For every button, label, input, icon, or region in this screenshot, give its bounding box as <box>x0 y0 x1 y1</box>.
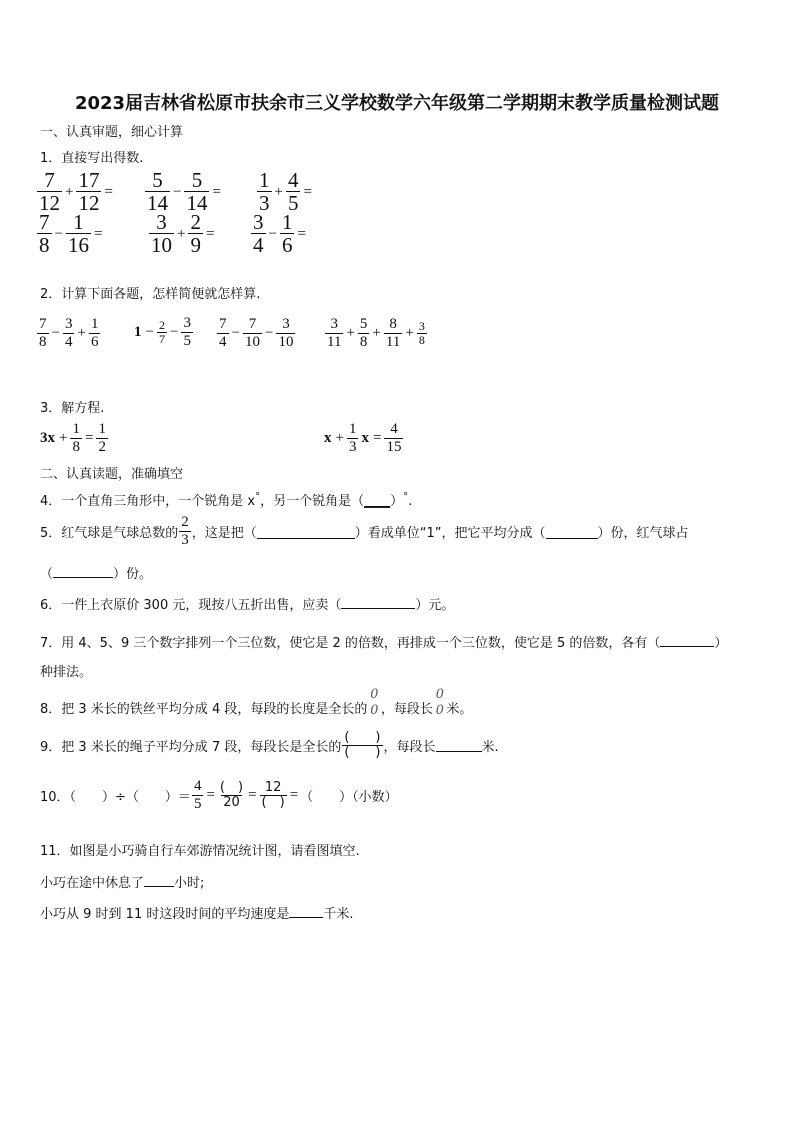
q9-blank[interactable] <box>436 738 482 752</box>
q1-row2-item3: $\frac{3}{4}$ − $\frac{1}{6}$ = <box>253 210 306 258</box>
question-11-label: 11．如图是小巧骑自行车郊游情况统计图，请看图填空. <box>40 844 360 859</box>
question-4: 4．一个直角三角形中，一个锐角是 x°，另一个锐角是（____）°. <box>40 491 413 509</box>
q2-expression-4: $\frac{3}{11}$ + $\frac{5}{8}$ + $\frac{8}{11}$ + $\frac{3}{8}$ <box>327 316 425 350</box>
q1-row2-item1: $\frac{7}{8}$ − $\frac{1}{16}$ = <box>39 210 103 258</box>
question-8: 8．把 3 米长的铁丝平均分成 4 段，每段的长度是全长的 0 0 ，每段长 0 0 米。 <box>40 686 473 718</box>
q1-row2-item2: $\frac{3}{10}$ + $\frac{2}{9}$ = <box>151 210 215 258</box>
question-1-label: 1．直接写出得数. <box>40 151 144 166</box>
q2-expression-3: $\frac{7}{4}$ − $\frac{7}{10}$ − $\frac{3}{10}$ <box>219 316 294 350</box>
question-3-label: 3．解方程. <box>40 401 105 416</box>
q6-blank[interactable] <box>341 595 415 609</box>
question-11-line-2: 小巧从 9 时到 11 时这段时间的平均速度是 千米. <box>40 903 353 922</box>
section-heading-2: 二、认真读题，准确填空 <box>40 467 184 482</box>
question-5: 5．红气球是气球总数的 $\frac{2}{3}$ ，这是把（ ）看成单位“1”，把它平均分成（ ）份，红气球占 <box>40 514 689 548</box>
question-7-line-2: 种排法。 <box>40 665 93 680</box>
q2-expression-2: 1 − $\frac{2}{7}$ − $\frac{3}{5}$ <box>134 315 191 349</box>
q11-blank-speed[interactable] <box>289 904 323 918</box>
question-5-line-2: （ ）份。 <box>40 563 152 582</box>
section-heading-1: 一、认真审题，细心计算 <box>40 125 184 140</box>
q2-expression-1: $\frac{7}{8}$ − $\frac{3}{4}$ + $\frac{1}{6}$ <box>39 316 99 350</box>
question-6: 6．一件上衣原价 300 元，现按八五折出售，应卖（ ）元。 <box>40 594 454 613</box>
question-11-line-1: 小巧在途中休息了 小时; <box>40 872 204 891</box>
q5-blank-parts[interactable] <box>546 525 598 539</box>
question-9: 9．把 3 米长的绳子平均分成 7 段，每段长是全长的 $\frac{( )}{( )}$ ，每段长 米. <box>40 730 499 760</box>
question-2-label: 2．计算下面各题，怎样简便就怎样算. <box>40 287 261 302</box>
q5-blank-unit[interactable] <box>257 525 355 539</box>
question-10: 10．（ ）÷（ ）＝ $\frac{4}{5}$ = $\frac{( )}{20}$ = $\frac{12}{( )}$ = （ ）（小数） <box>40 778 398 812</box>
page-title: 2023届吉林省松原市扶余市三义学校数学六年级第二学期期末教学质量检测试题 <box>74 93 720 114</box>
q3-equation-1: 3x + $\frac{1}{8}$ = $\frac{1}{2}$ <box>40 421 106 455</box>
q7-blank[interactable] <box>660 633 714 647</box>
q1-row1-item1: $\frac{7}{12}$ + $\frac{17}{12}$ = <box>39 168 113 216</box>
question-7: 7．用 4、5、9 三个数字排列一个三位数，使它是 2 的倍数，再排成一个三位数，使它是 5 的倍数，各有（ ） <box>40 632 727 651</box>
q3-equation-2: x + $\frac{1}{3}$ x = $\frac{4}{15}$ <box>324 421 402 455</box>
q11-blank-rest[interactable] <box>144 873 174 887</box>
q5-blank-share[interactable] <box>53 564 113 578</box>
q1-row1-item3: $\frac{1}{3}$ + $\frac{4}{5}$ = <box>259 168 312 216</box>
q1-row1-item2: $\frac{5}{14}$ − $\frac{5}{14}$ = <box>147 168 221 216</box>
